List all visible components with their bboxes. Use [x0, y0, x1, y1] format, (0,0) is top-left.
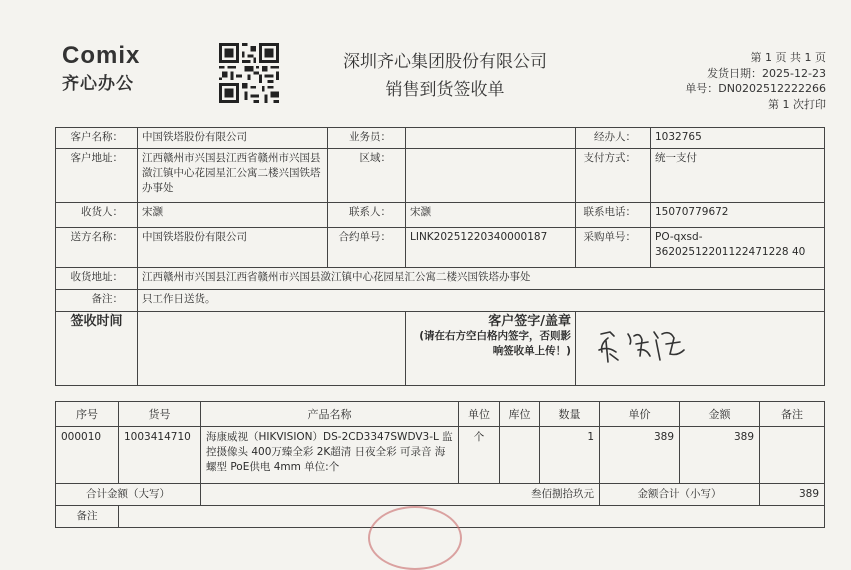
document-title: 销售到货签收单 [385, 80, 505, 100]
document-number: 单号：DN0202512222266 [685, 82, 826, 95]
payment-label: 支付方式： [576, 149, 651, 203]
company-seal-stamp [368, 506, 462, 570]
brand-logo [62, 44, 157, 94]
brand-name-cn: 齐心办公 [62, 74, 134, 94]
col-header-location: 库位 [500, 402, 540, 427]
handler-value: 1032765 [651, 128, 825, 149]
col-header-code: 货号 [119, 402, 201, 427]
item-price: 389 [600, 427, 680, 484]
customer-address: 江西赣州市兴国县江西省赣州市兴国县潋江镇中心花园星汇公寓二楼兴国铁塔办事处 [138, 149, 328, 203]
receiver-value: 宋灏 [138, 203, 328, 228]
col-header-amount: 金额 [680, 402, 760, 427]
sign-note-title: 客户签字/盖章 [488, 314, 571, 329]
remark-value: 只工作日送货。 [138, 290, 825, 312]
purchase-label: 采购单号： [576, 228, 651, 268]
sign-time-value[interactable] [138, 312, 406, 386]
remark-label: 备注： [56, 290, 138, 312]
phone-value: 15070779672 [651, 203, 825, 228]
item-note [760, 427, 825, 484]
sign-note-line-1: (请在右方空白格内签字，否则影 [419, 330, 571, 342]
sign-time-cell [56, 312, 138, 386]
contract-number: LINK20251220340000187 [406, 228, 576, 268]
ship-date: 发货日期：2025-12-23 [707, 66, 826, 80]
item-qty: 1 [540, 427, 600, 484]
customer-address-label: 客户地址： [56, 149, 138, 203]
total-upper-value: 叁佰捌拾玖元 [201, 484, 600, 506]
info-row-remark [56, 290, 825, 312]
total-row [56, 484, 825, 506]
salesman-value [406, 128, 576, 149]
items-remark-label: 备注 [56, 506, 119, 528]
item-location [500, 427, 540, 484]
items-header-row [56, 402, 825, 427]
region-label: 区域： [328, 149, 406, 203]
info-row-signature [56, 312, 825, 386]
items-table [55, 401, 825, 528]
info-row-ship-to [56, 228, 825, 268]
info-row-customer [56, 128, 825, 149]
customer-name: 中国铁塔股份有限公司 [138, 128, 328, 149]
total-lower-value: 389 [760, 484, 825, 506]
item-unit: 个 [459, 427, 500, 484]
phone-label: 联系电话： [576, 203, 651, 228]
item-code: 1003414710 [119, 427, 201, 484]
print-count: 第 1 次打印 [768, 97, 826, 111]
ship-to-value: 中国铁塔股份有限公司 [138, 228, 328, 268]
table-row [56, 427, 825, 484]
sign-instruction [406, 312, 576, 386]
item-name: 海康威视（HIKVISION）DS-2CD3347SWDV3-L 监控摄像头 400万臻全彩 2K超清 日夜全彩 可录音 海螺型 PoE供电 4mm 单位:个 [201, 427, 459, 484]
ship-to-label: 送方名称： [56, 228, 138, 268]
handwritten-signature [596, 326, 691, 366]
company-name: 深圳齐心集团股份有限公司 [343, 52, 547, 72]
col-header-unit: 单位 [459, 402, 500, 427]
contact-value: 宋灏 [406, 203, 576, 228]
region-value [406, 149, 576, 203]
total-upper-label: 合计金额（大写） [56, 484, 201, 506]
receiver-label: 收货人： [56, 203, 138, 228]
receipt-info-table [55, 127, 825, 386]
col-header-qty: 数量 [540, 402, 600, 427]
total-lower-label: 金额合计（小写） [600, 484, 760, 506]
info-row-address [56, 149, 825, 203]
col-header-seq: 序号 [56, 402, 119, 427]
contact-label: 联系人： [328, 203, 406, 228]
receive-address: 江西赣州市兴国县江西省赣州市兴国县潋江镇中心花园星汇公寓二楼兴国铁塔办事处 [138, 268, 825, 290]
payment-value: 统一支付 [651, 149, 825, 203]
qr-code-icon [219, 43, 279, 103]
brand-name-en: Comix [62, 42, 141, 69]
document-title-block [325, 47, 565, 100]
page-info: 第 1 页 共 1 页 [750, 51, 826, 64]
customer-name-label: 客户名称： [56, 128, 138, 149]
sign-note-line-2: 响签收单上传！) [492, 345, 571, 357]
salesman-label: 业务员： [328, 128, 406, 149]
receive-address-label: 收货地址： [56, 268, 138, 290]
info-row-receiver [56, 203, 825, 228]
col-header-note: 备注 [760, 402, 825, 427]
purchase-number: PO-qxsd-36202512201122471228 40 [651, 228, 825, 268]
col-header-price: 单价 [600, 402, 680, 427]
items-remark-value [119, 506, 825, 528]
item-amount: 389 [680, 427, 760, 484]
signature-box[interactable] [576, 312, 825, 386]
sign-time-label: 签收时间 [70, 314, 123, 329]
contract-label: 合约单号： [328, 228, 406, 268]
document-meta [685, 50, 826, 112]
col-header-name: 产品名称 [201, 402, 459, 427]
handler-label: 经办人： [576, 128, 651, 149]
item-seq: 000010 [56, 427, 119, 484]
info-row-receive-address [56, 268, 825, 290]
